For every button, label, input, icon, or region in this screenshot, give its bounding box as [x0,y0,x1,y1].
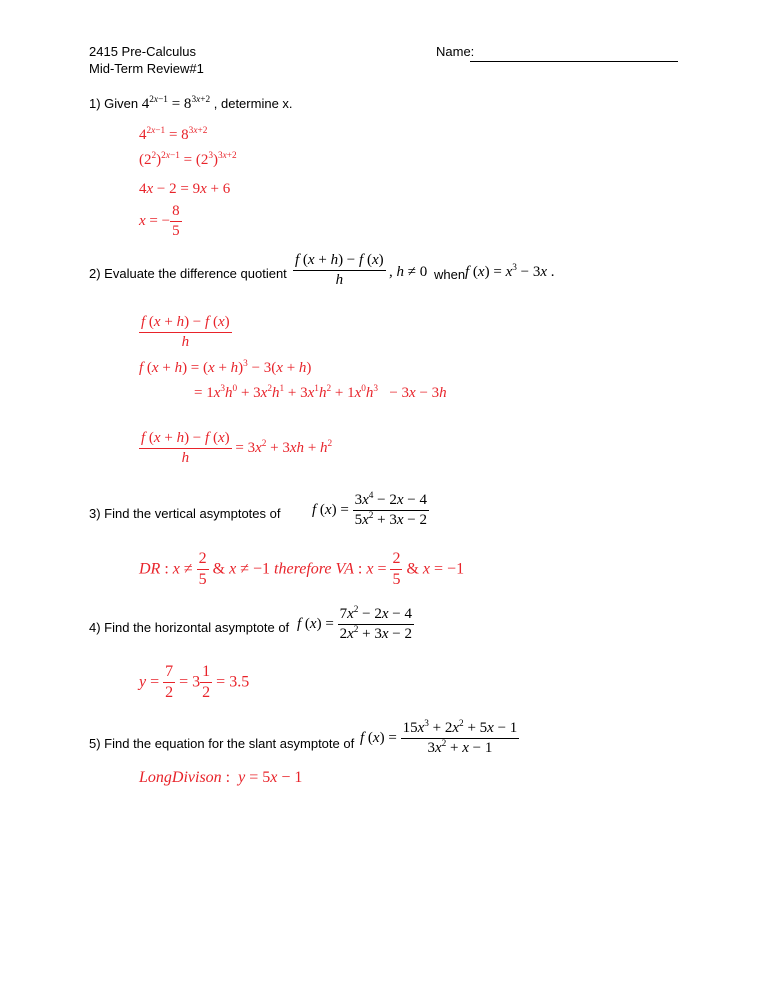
q1-step-1: $4^{2x-1} = 8^{3x+2}$ [139,125,208,143]
q1-prompt: 1) Given $4^{2x-1} = 8^{3x+2}$ , determine x. [89,94,293,112]
document-subtitle: Mid-Term Review#1 [89,61,204,76]
q2-condition: , h ≠ 0 [389,264,428,280]
q2-when-label: when [434,267,466,282]
q5-prompt: 5) Find the equation for the slant asymptote of [89,736,355,751]
q3-function: f (x) = $\frac{3x^4 - 2x - 4}{5x^2 + 3x - 2}$ [312,490,427,529]
q4-prompt: 4) Find the horizontal asymptote of [89,620,290,635]
q2-function: f $(x) = x^3 - 3x$ . [465,262,555,280]
q1-step-3: 4x − 2 = 9x + 6 [139,181,231,197]
q5-answer: LongDivison : y = 5x − 1 [139,769,303,786]
q2-step-2: f $(x + h) = (x + h)^3 - 3(x + h)$ [139,358,312,376]
q3-answer: DR : x ≠ $\frac{2}{5}$ & x ≠ −1 therefore VA : x = $\frac{2}{5}$ & x = −1 [139,550,465,589]
q1-given-equation: $4^{2x-1} = 8^{3x+2}$ [141,94,211,112]
q2-step-4: $\frac{f (x + h) - f (x)}{h}$ = $3x^2 + 3xh + h^2$ [141,430,333,467]
q4-function: f (x) = $\frac{7x^2 - 2x - 4}{2x^2 + 3x - 2}$ [297,604,412,643]
q5-function: f (x) = $\frac{15x^3 + 2x^2 + 5x - 1}{3x^2 + x - 1}$ [360,718,518,757]
q1-step-4: x = − $\frac{8}{5}$ [139,203,180,240]
q2-step-3: = $1x^3h^0 + 3x^2h^1 + 3x^1h^2 + 1x^0h^3 - 3x - 3h$ [194,383,447,401]
q1-step-2: $(2^2)^{2x-1} = (2^3)^{3x+2}$ [139,150,237,168]
name-blank-line[interactable] [470,61,678,62]
q2-step-1: $\frac{f (x + h) - f (x)}{h}$ [141,314,230,351]
q2-difference-quotient: $\frac{f (x + h) - f (x)}{h}$ [295,252,384,289]
q2-prompt-text: 2) Evaluate the difference quotient [89,266,287,281]
name-label: Name: [436,44,475,59]
course-title: 2415 Pre-Calculus [89,44,196,59]
q3-prompt: 3) Find the vertical asymptotes of [89,506,281,521]
q4-answer: y = $\frac{7}{2}$ = 3 $\frac{1}{2}$ = 3.5 [139,663,250,702]
